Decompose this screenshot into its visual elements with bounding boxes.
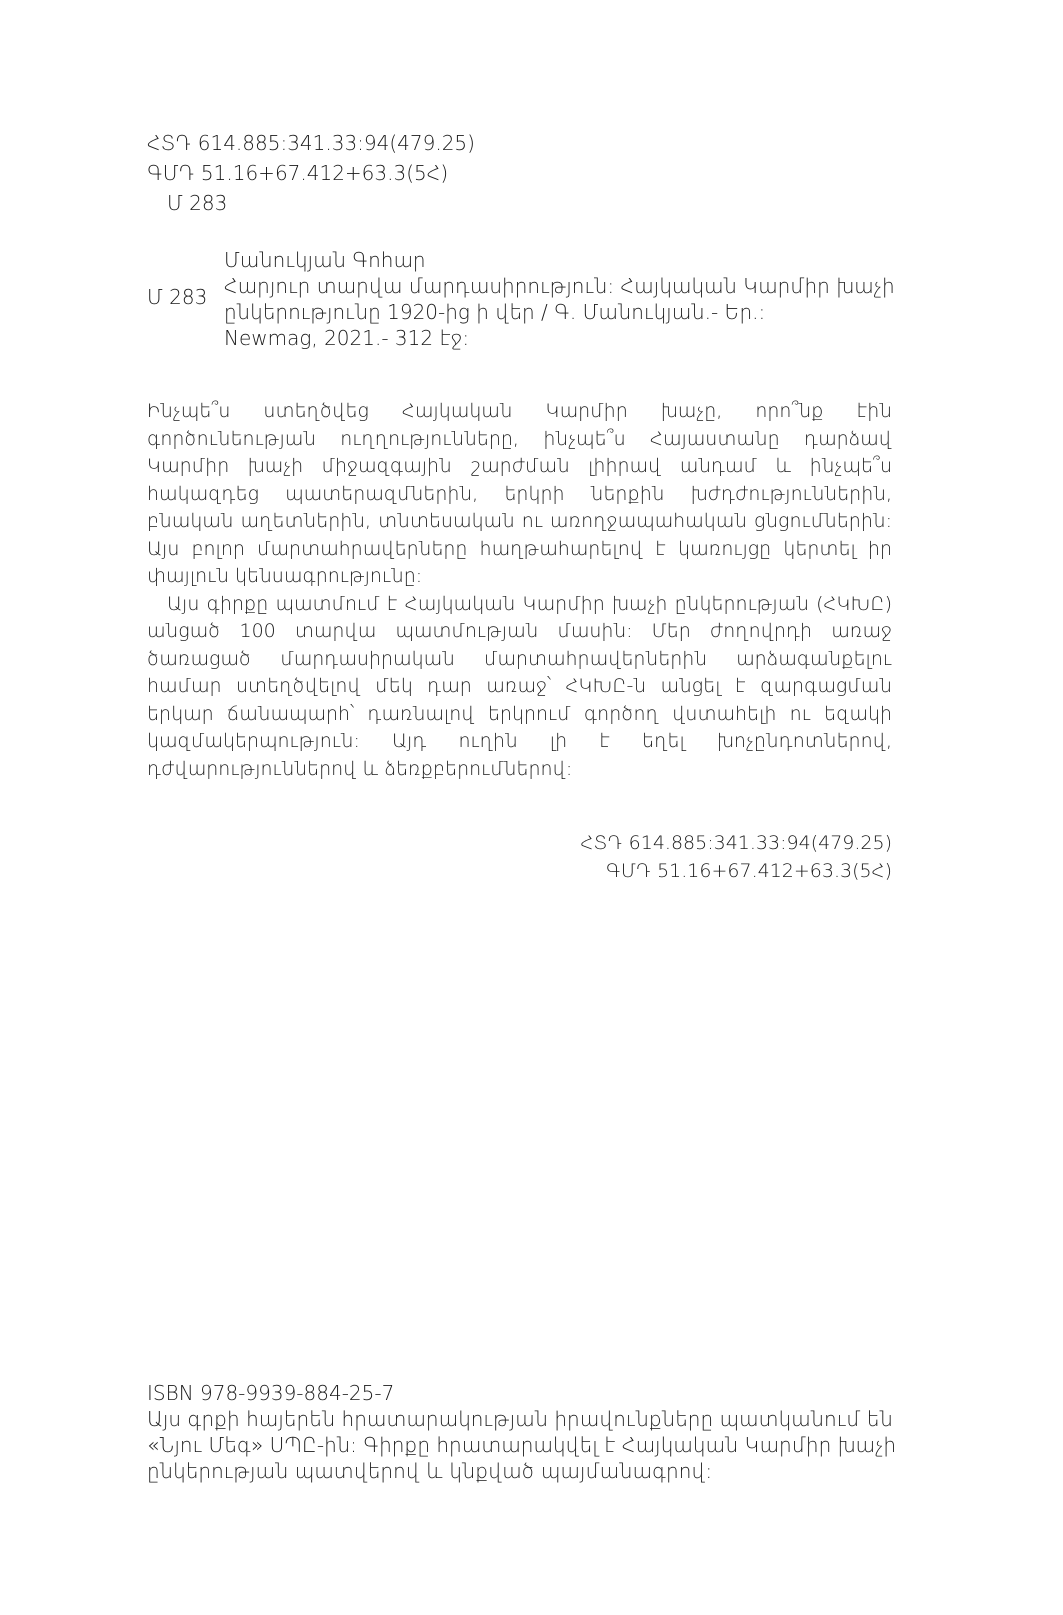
isbn: ISBN 978-9939-884-25-7 [147, 1381, 395, 1405]
imprint-block [147, 1380, 897, 1484]
bbk-code: ԳՄԴ 51.16+67.412+63.3(5Հ) [147, 161, 449, 185]
entry-publisher-line: Newmag, 2021.- 312 էջ: [224, 326, 470, 350]
entry-text [224, 247, 924, 351]
entry-title-line: ընկերությունը 1920-ից ի վեր / Գ. Մանուկյան.- Եր.: [224, 300, 766, 324]
udc-code: ՀՏԴ 614.885:341.33:94(479.25) [147, 131, 475, 155]
udc-code: ՀՏԴ 614.885:341.33:94(479.25) [580, 832, 892, 854]
rights-line: Այս գրքի հայերեն հրատարակության իրավունքները պատկանում են [147, 1407, 893, 1431]
classification-codes-top [147, 128, 475, 218]
annotation-paragraph: Այս գիրքը պատմում է Հայկական Կարմիր խաչի ընկերության (ՀԿԽԸ) անցած 100 տարվա պատմության մասին: Մեր ժողովրդի առաջ ծառացած մարդասիրական մարտահրավերներին արձագանքելու համար ստեղծվելով մեկ դար առաջ՝ ՀԿԽԸ-ն անցել է զարգացման երկար ճանապարհ՝ դառնալով երկրում գործող վստահելի ու եզակի կազմակերպություն: Այդ ուղին լի է եղել խոչընդոտներով, դժվարություններով և ձեռքբերումներով: [147, 592, 892, 780]
entry-author: Մանուկյան Գոհար [224, 248, 426, 272]
annotation-paragraph: Ինչպե՞ս ստեղծվեց Հայկական Կարմիր խաչը, որո՞նք էին գործունեության ուղղությունները, ինչպե՞ս Հայաստանը դարձավ Կարմիր խաչի միջազգային շարժման լիիրավ անդամ և ինչպե՞ս հակազդեց պատերազմներին, երկրի ներքին խժդժություններին, բնական աղետներին, տնտեսական ու առողջապահական ցնցումներին: Այս բոլոր մարտահրավերները հաղթահարելով է կառույցը կերտել իր փայլուն կենսագրությունը: [147, 400, 892, 587]
annotation [147, 398, 892, 783]
entry-author-sign: Մ 283 [147, 285, 208, 309]
bbk-code: ԳՄԴ 51.16+67.412+63.3(5Հ) [605, 860, 892, 882]
rights-line: «Նյու Մեգ» ՍՊԸ-ին: Գիրքը հրատարակվել է Հայկական Կարմիր խաչի [147, 1433, 897, 1457]
entry-title-line: Հարյուր տարվա մարդասիրություն: Հայկական Կարմիր խաչի [224, 274, 895, 298]
author-sign: Մ 283 [167, 191, 228, 215]
rights-line: ընկերության պատվերով և կնքված պայմանագրով: [147, 1459, 713, 1483]
classification-codes-bottom [580, 829, 892, 885]
